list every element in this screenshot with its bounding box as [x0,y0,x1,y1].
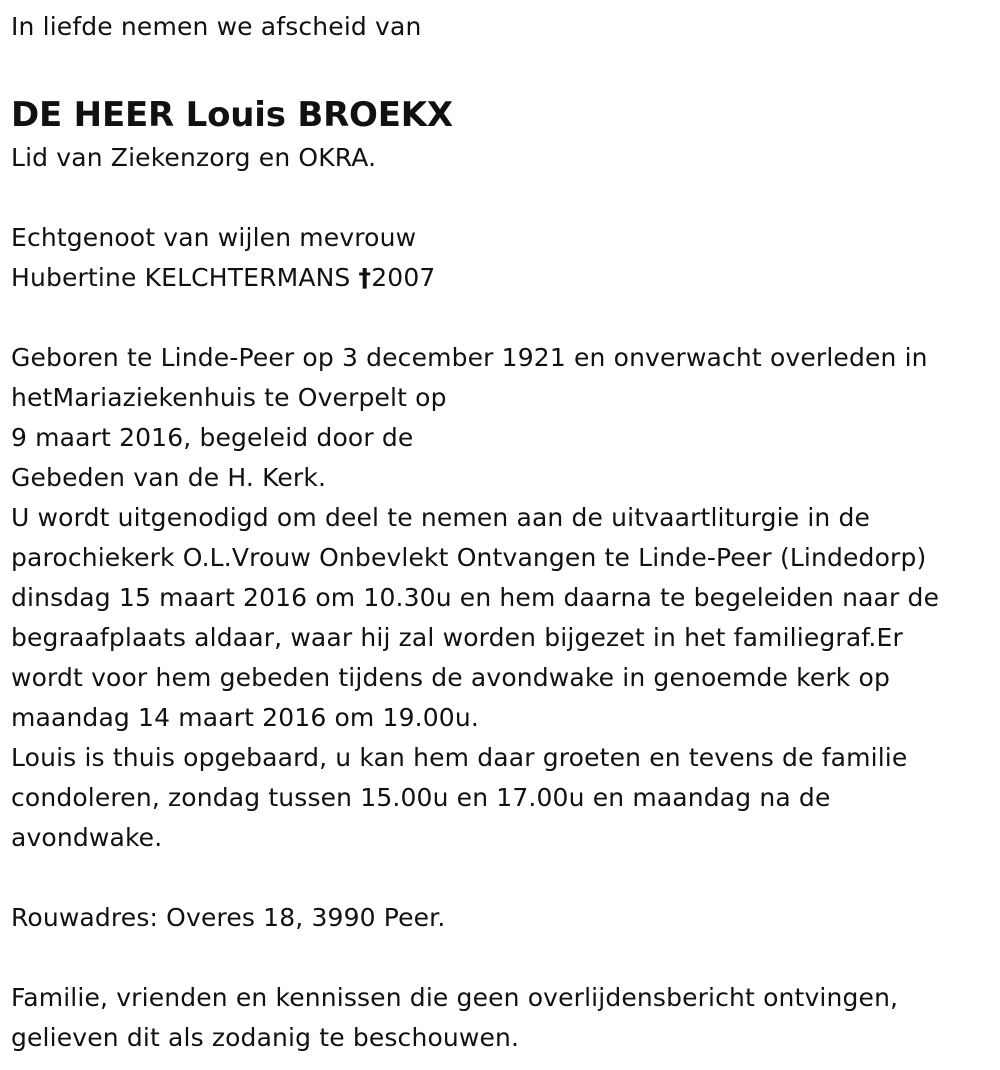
membership-text: Lid van Ziekenzorg en OKRA. [11,143,377,172]
body-line: Louis is thuis opgebaard, u kan hem daar groeten en tevens de familie [11,743,908,772]
body-line: wordt voor hem gebeden tijdens de avondwake in genoemde kerk op [11,663,890,692]
spouse-line-2 [11,258,1000,298]
spacer [11,858,1000,898]
intro-text: In liefde nemen we afscheid van [11,12,422,41]
body-line: 9 maart 2016, begeleid door de [11,423,414,452]
deceased-name: DE HEER Louis BROEKX [11,95,453,135]
body-text [11,338,1000,858]
spouse-death-year: 2007 [371,263,436,292]
body-line: condoleren, zondag tussen 15.00u en 17.00u en maandag na de [11,783,831,812]
spacer [11,298,1000,338]
body-line: avondwake. [11,823,163,852]
body-line: parochiekerk O.L.Vrouw Onbevlekt Ontvangen te Linde-Peer (Lindedorp) [11,543,927,572]
spouse-name: Hubertine KELCHTERMANS [11,263,359,292]
closing-text [11,978,1000,1058]
spouse-line-1: Echtgenoot van wijlen mevrouw [11,223,417,252]
body-line: hetMariaziekenhuis te Overpelt op [11,383,447,412]
body-line: begraafplaats aldaar, waar hij zal worden bijgezet in het familiegraf.Er [11,623,903,652]
cross-icon: † [358,263,372,292]
spacer [11,938,1000,978]
body-line: U wordt uitgenodigd om deel te nemen aan de uitvaartliturgie in de [11,503,871,532]
body-line: Gebeden van de H. Kerk. [11,463,327,492]
mourning-address: Rouwadres: Overes 18, 3990 Peer. [11,903,446,932]
closing-line: gelieven dit als zodanig te beschouwen. [11,1023,520,1052]
body-line: dinsdag 15 maart 2016 om 10.30u en hem daarna te begeleiden naar de [11,583,940,612]
spacer [11,178,1000,218]
body-line: maandag 14 maart 2016 om 19.00u. [11,703,479,732]
closing-line: Familie, vrienden en kennissen die geen overlijdensbericht ontvingen, [11,983,899,1012]
body-line: Geboren te Linde-Peer op 3 december 1921 en onverwacht overleden in [11,343,928,372]
